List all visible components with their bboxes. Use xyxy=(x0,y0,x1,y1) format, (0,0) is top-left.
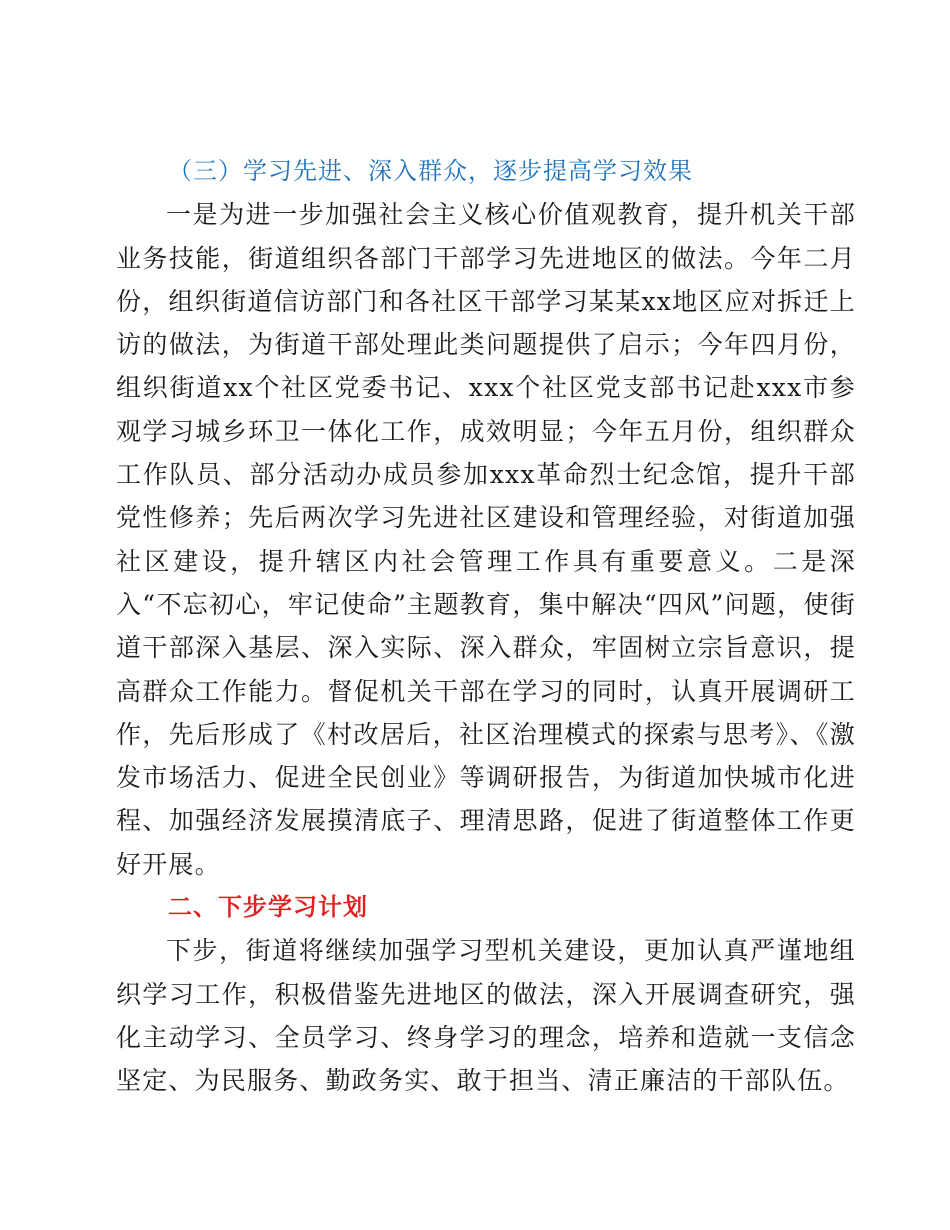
section-paragraph-learning-effect: 一是为进一步加强社会主义核心价值观教育，提升机关干部业务技能，街道组织各部门干部学习先进地区的做法。今年二月份，组织街道信访部门和各社区干部学习某某xx地区应对拆迁上访的做法，为街道干部处理此类问题提供了启示；今年四月份，组织街道xx个社区党委书记、xxx个社区党支部书记赴xxx市参观学习城乡环卫一体化工作，成效明显；今年五月份，组织群众工作队员、部分活动办成员参加xxx革命烈士纪念馆，提升干部党性修养；先后两次学习先进社区建设和管理经验，对街道加强社区建设，提升辖区内社会管理工作具有重要意义。二是深入“不忘初心，牢记使命”主题教育，集中解决“四风”问题，使街道干部深入基层、深入实际、深入群众，牢固树立宗旨意识，提高群众工作能力。督促机关干部在学习的同时，认真开展调研工作，先后形成了《村改居后，社区治理模式的探索与思考》、《激发市场活力、促进全民创业》等调研报告，为街道加快城市化进程、加强经济发展摸清底子、理清思路，促进了街道整体工作更好开展。 xyxy=(116,200,856,879)
section-heading-learning-effect: （三）学习先进、深入群众，逐步提高学习效果 xyxy=(168,157,693,185)
section-paragraph-next-plan: 下步，街道将继续加强学习型机关建设，更加认真严谨地组织学习工作，积极借鉴先进地区的做法，深入开展调查研究，强化主动学习、全员学习、终身学习的理念，培养和造就一支信念坚定、为民服务、勤政务实、敢于担当、清正廉洁的干部队伍。 xyxy=(116,936,856,1096)
document-body xyxy=(116,150,856,1103)
section-heading-next-plan: 二、下步学习计划 xyxy=(168,893,368,922)
